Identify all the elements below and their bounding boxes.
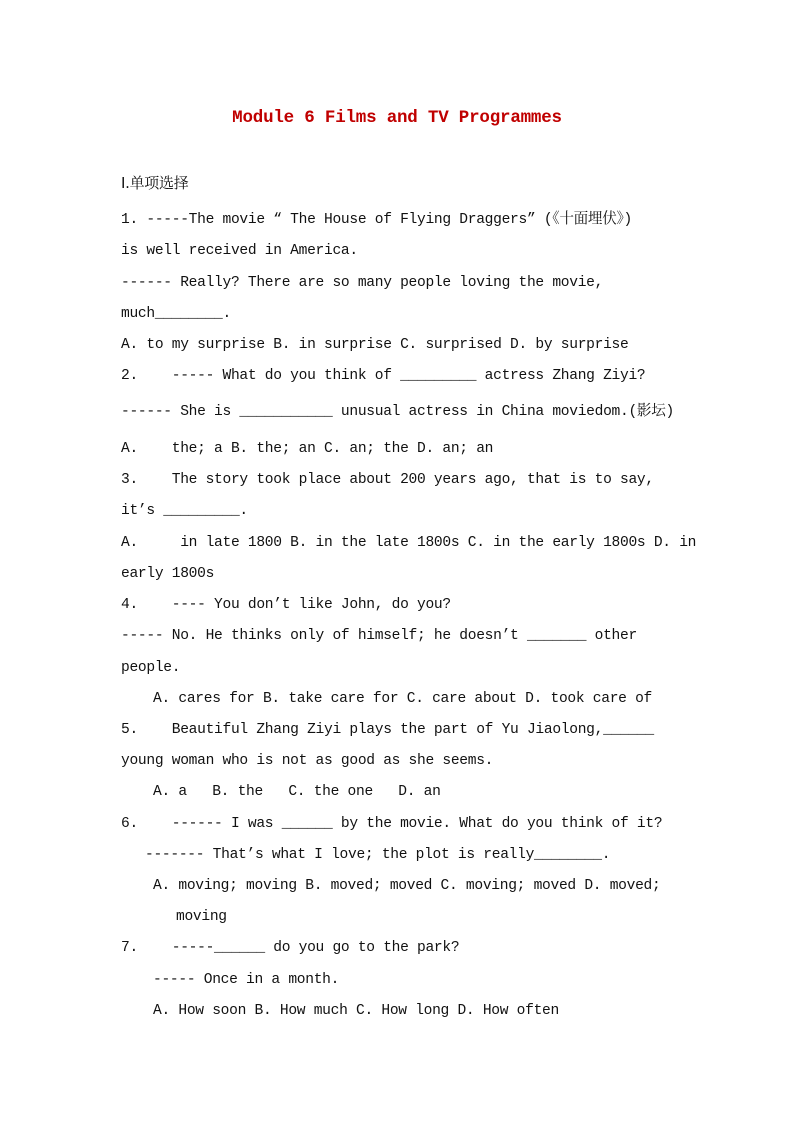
question-2-line-1: 2. ----- What do you think of _________ actress Zhang Ziyi? <box>121 368 646 384</box>
section-heading: I.单项选择 <box>121 174 189 192</box>
question-3-options-line-2: early 1800s <box>121 566 215 582</box>
question-4-response-line-1: ----- No. He thinks only of himself; he doesn’t _______ other <box>121 628 637 644</box>
question-3-line-2: it’s _________. <box>121 503 248 519</box>
question-7-response: ----- Once in a month. <box>153 972 340 988</box>
question-1-response-line-1: ------ Really? There are so many people loving the movie, <box>121 275 604 291</box>
question-4-response-line-2: people. <box>121 660 181 676</box>
question-5-line-2: young woman who is not as good as she seems. <box>121 753 494 769</box>
document-title: Module 6 Films and TV Programmes <box>232 108 562 128</box>
question-1-response-line-2: much________. <box>121 306 231 322</box>
question-3-options-line-1: A. in late 1800 B. in the late 1800s C. in the early 1800s D. in <box>121 535 697 551</box>
question-6-options-line-1: A. moving; moving B. moved; moved C. moving; moved D. moved; <box>153 878 661 894</box>
question-6-response: ------- That’s what I love; the plot is really________. <box>145 847 611 863</box>
question-1-line-2: is well received in America. <box>121 243 358 259</box>
question-6-line-1: 6. ------ I was ______ by the movie. What do you think of it? <box>121 816 663 832</box>
question-4-options: A. cares for B. take care for C. care about D. took care of <box>153 691 653 707</box>
question-2-response: ------ She is ___________ unusual actress in China moviedom.(影坛) <box>121 404 674 420</box>
question-6-options-line-2: moving <box>176 909 227 925</box>
question-2-options: A. the; a B. the; an C. an; the D. an; an <box>121 441 494 457</box>
question-5-options: A. a B. the C. the one D. an <box>153 784 441 800</box>
question-7-line-1: 7. -----______ do you go to the park? <box>121 940 460 956</box>
question-4-line-1: 4. ---- You don’t like John, do you? <box>121 597 451 613</box>
question-7-options: A. How soon B. How much C. How long D. How often <box>153 1003 559 1019</box>
question-1-options: A. to my surprise B. in surprise C. surprised D. by surprise <box>121 337 629 353</box>
question-1-line-1: 1. -----The movie “ The House of Flying Draggers” (《十面埋伏》) <box>121 212 632 228</box>
question-5-line-1: 5. Beautiful Zhang Ziyi plays the part of Yu Jiaolong,______ <box>121 722 654 738</box>
question-3-line-1: 3. The story took place about 200 years ago, that is to say, <box>121 472 654 488</box>
